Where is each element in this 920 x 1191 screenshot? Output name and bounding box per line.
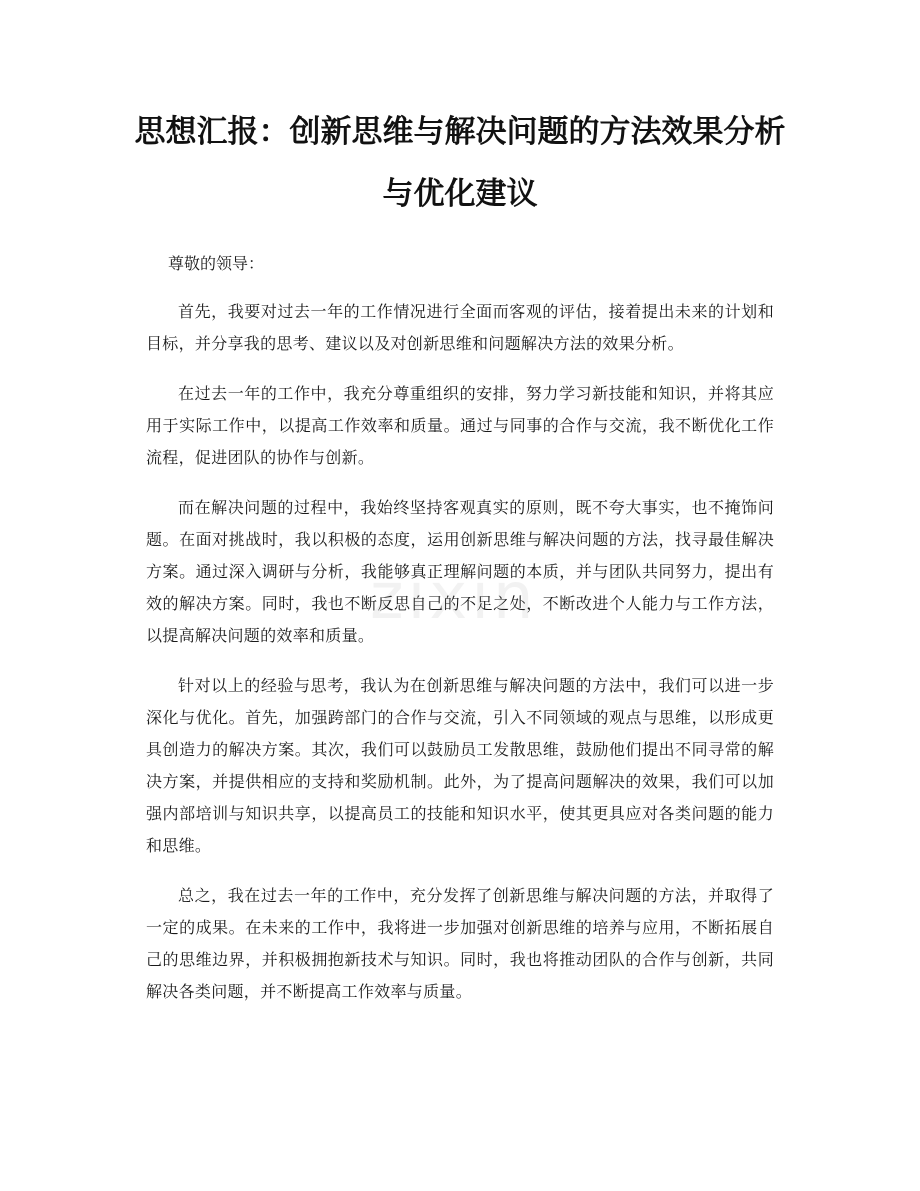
paragraph-3: 而在解决问题的过程中，我始终坚持客观真实的原则，既不夸大事实，也不掩饰问题。在面对挑战时，我以积极的态度，运用创新思维与解决问题的方法，找寻最佳解决方案。通过深入调研与分析，我能够真正理解问题的本质，并与团队共同努力，提出有效的解决方案。同时，我也不断反思自己的不足之处，不断改进个人能力与工作方法，以提高解决问题的效率和质量。 <box>146 498 774 645</box>
paragraph-1: 首先，我要对过去一年的工作情况进行全面而客观的评估，接着提出未来的计划和目标，并分享我的思考、建议以及对创新思维和问题解决方法的效果分析。 <box>146 302 774 353</box>
watermark: zixin <box>370 560 538 634</box>
salutation: 尊敬的领导： <box>168 254 265 273</box>
paragraph-5: 总之，我在过去一年的工作中，充分发挥了创新思维与解决问题的方法，并取得了一定的成果。在未来的工作中，我将进一步加强对创新思维的培养与应用，不断拓展自己的思维边界，并积极拥抱新技术与知识。同时，我也将推动团队的合作与创新，共同解决各类问题，并不断提高工作效率与质量。 <box>146 886 774 1001</box>
paragraph-2: 在过去一年的工作中，我充分尊重组织的安排，努力学习新技能和知识，并将其应用于实际工作中，以提高工作效率和质量。通过与同事的合作与交流，我不断优化工作流程，促进团队的协作与创新。 <box>146 384 774 467</box>
document-body <box>146 296 774 1026</box>
paragraph-4: 针对以上的经验与思考，我认为在创新思维与解决问题的方法中，我们可以进一步深化与优化。首先，加强跨部门的合作与交流，引入不同领域的观点与思维，以形成更具创造力的解决方案。其次，我们可以鼓励员工发散思维，鼓励他们提出不同寻常的解决方案，并提供相应的支持和奖励机制。此外，为了提高问题解决的效果，我们可以加强内部培训与知识共享，以提高员工的技能和知识水平，使其更具应对各类问题的能力和思维。 <box>146 676 774 855</box>
document-title: 思想汇报：创新思维与解决问题的方法效果分析与优化建议 <box>134 114 786 212</box>
